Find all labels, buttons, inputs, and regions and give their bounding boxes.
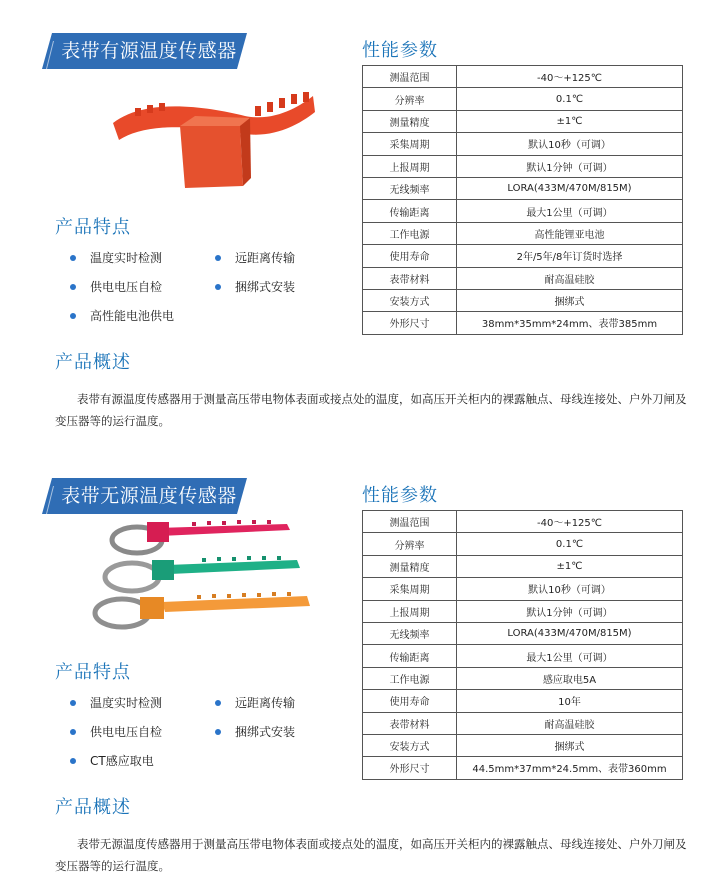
spec-row: 外形尺寸 38mm*35mm*24mm、表带385mm bbox=[363, 312, 683, 334]
feature-item: 温度实时检测 bbox=[70, 694, 162, 711]
specs-heading: 性能参数 bbox=[362, 40, 438, 61]
feature-item: 高性能电池供电 bbox=[70, 307, 174, 324]
spec-row: 分辨率 0.1℃ bbox=[363, 88, 683, 110]
spec-row: 表带材料 耐高温硅胶 bbox=[363, 712, 683, 734]
spec-row: 安装方式 捆绑式 bbox=[363, 734, 683, 756]
spec-row: 安装方式 捆绑式 bbox=[363, 289, 683, 311]
bullet-icon bbox=[215, 255, 221, 261]
passive-sensor-image bbox=[82, 520, 314, 640]
bullet-icon bbox=[215, 284, 221, 290]
overview-heading: 产品概述 bbox=[55, 797, 131, 818]
product-title: 表带有源温度传感器 bbox=[61, 40, 237, 62]
spec-row: 传输距离 最大1公里（可调） bbox=[363, 200, 683, 222]
feature-item: CT感应取电 bbox=[70, 752, 154, 769]
overview-heading: 产品概述 bbox=[55, 352, 131, 373]
feature-item: 供电电压自检 bbox=[70, 723, 162, 740]
spec-row: 测温范围 -40～+125℃ bbox=[363, 66, 683, 88]
spec-row: 采集周期 默认10秒（可调） bbox=[363, 578, 683, 600]
spec-row: 表带材料 耐高温硅胶 bbox=[363, 267, 683, 289]
spec-table bbox=[362, 65, 683, 335]
product-title: 表带无源温度传感器 bbox=[61, 485, 237, 507]
spec-row: 采集周期 默认10秒（可调） bbox=[363, 133, 683, 155]
feature-item: 远距离传输 bbox=[215, 249, 295, 266]
bullet-icon bbox=[215, 700, 221, 706]
feature-item: 捆绑式安装 bbox=[215, 278, 295, 295]
spec-row: 上报周期 默认1分钟（可调） bbox=[363, 600, 683, 622]
bullet-icon bbox=[70, 313, 76, 319]
spec-row: 使用寿命 2年/5年/8年订货时选择 bbox=[363, 245, 683, 267]
bullet-icon bbox=[70, 758, 76, 764]
spec-row: 上报周期 默认1分钟（可调） bbox=[363, 155, 683, 177]
product-title-banner bbox=[42, 33, 247, 69]
spec-row: 无线频率 LORA(433M/470M/815M) bbox=[363, 622, 683, 644]
feature-item: 远距离传输 bbox=[215, 694, 295, 711]
spec-row: 外形尺寸 44.5mm*37mm*24.5mm、表带360mm bbox=[363, 757, 683, 779]
product-section-passive bbox=[0, 445, 720, 883]
spec-row: 测量精度 ±1℃ bbox=[363, 555, 683, 577]
feature-item: 供电电压自检 bbox=[70, 278, 162, 295]
features-heading: 产品特点 bbox=[55, 217, 131, 238]
product-section-active bbox=[0, 0, 720, 438]
spec-row: 工作电源 感应取电5A bbox=[363, 667, 683, 689]
bullet-icon bbox=[70, 284, 76, 290]
feature-item: 捆绑式安装 bbox=[215, 723, 295, 740]
specs-heading: 性能参数 bbox=[362, 485, 438, 506]
spec-row: 无线频率 LORA(433M/470M/815M) bbox=[363, 177, 683, 199]
bullet-icon bbox=[215, 729, 221, 735]
active-sensor-image bbox=[105, 78, 315, 208]
feature-item: 温度实时检测 bbox=[70, 249, 162, 266]
bullet-icon bbox=[70, 255, 76, 261]
overview-text: 表带有源温度传感器用于测量高压带电物体表面或接点处的温度，如高压开关柜内的裸露触点、母线连接处、户外刀闸及变压器等的运行温度。 bbox=[55, 392, 687, 428]
bullet-icon bbox=[70, 729, 76, 735]
features-heading: 产品特点 bbox=[55, 662, 131, 683]
spec-row: 使用寿命 10年 bbox=[363, 690, 683, 712]
overview-text: 表带无源温度传感器用于测量高压带电物体表面或接点处的温度，如高压开关柜内的裸露触点、母线连接处、户外刀闸及变压器等的运行温度。 bbox=[55, 837, 687, 873]
spec-row: 工作电源 高性能锂亚电池 bbox=[363, 222, 683, 244]
spec-table bbox=[362, 510, 683, 780]
spec-row: 传输距离 最大1公里（可调） bbox=[363, 645, 683, 667]
spec-row: 测量精度 ±1℃ bbox=[363, 110, 683, 132]
bullet-icon bbox=[70, 700, 76, 706]
spec-row: 分辨率 0.1℃ bbox=[363, 533, 683, 555]
spec-row: 测温范围 -40～+125℃ bbox=[363, 511, 683, 533]
product-title-banner bbox=[42, 478, 247, 514]
